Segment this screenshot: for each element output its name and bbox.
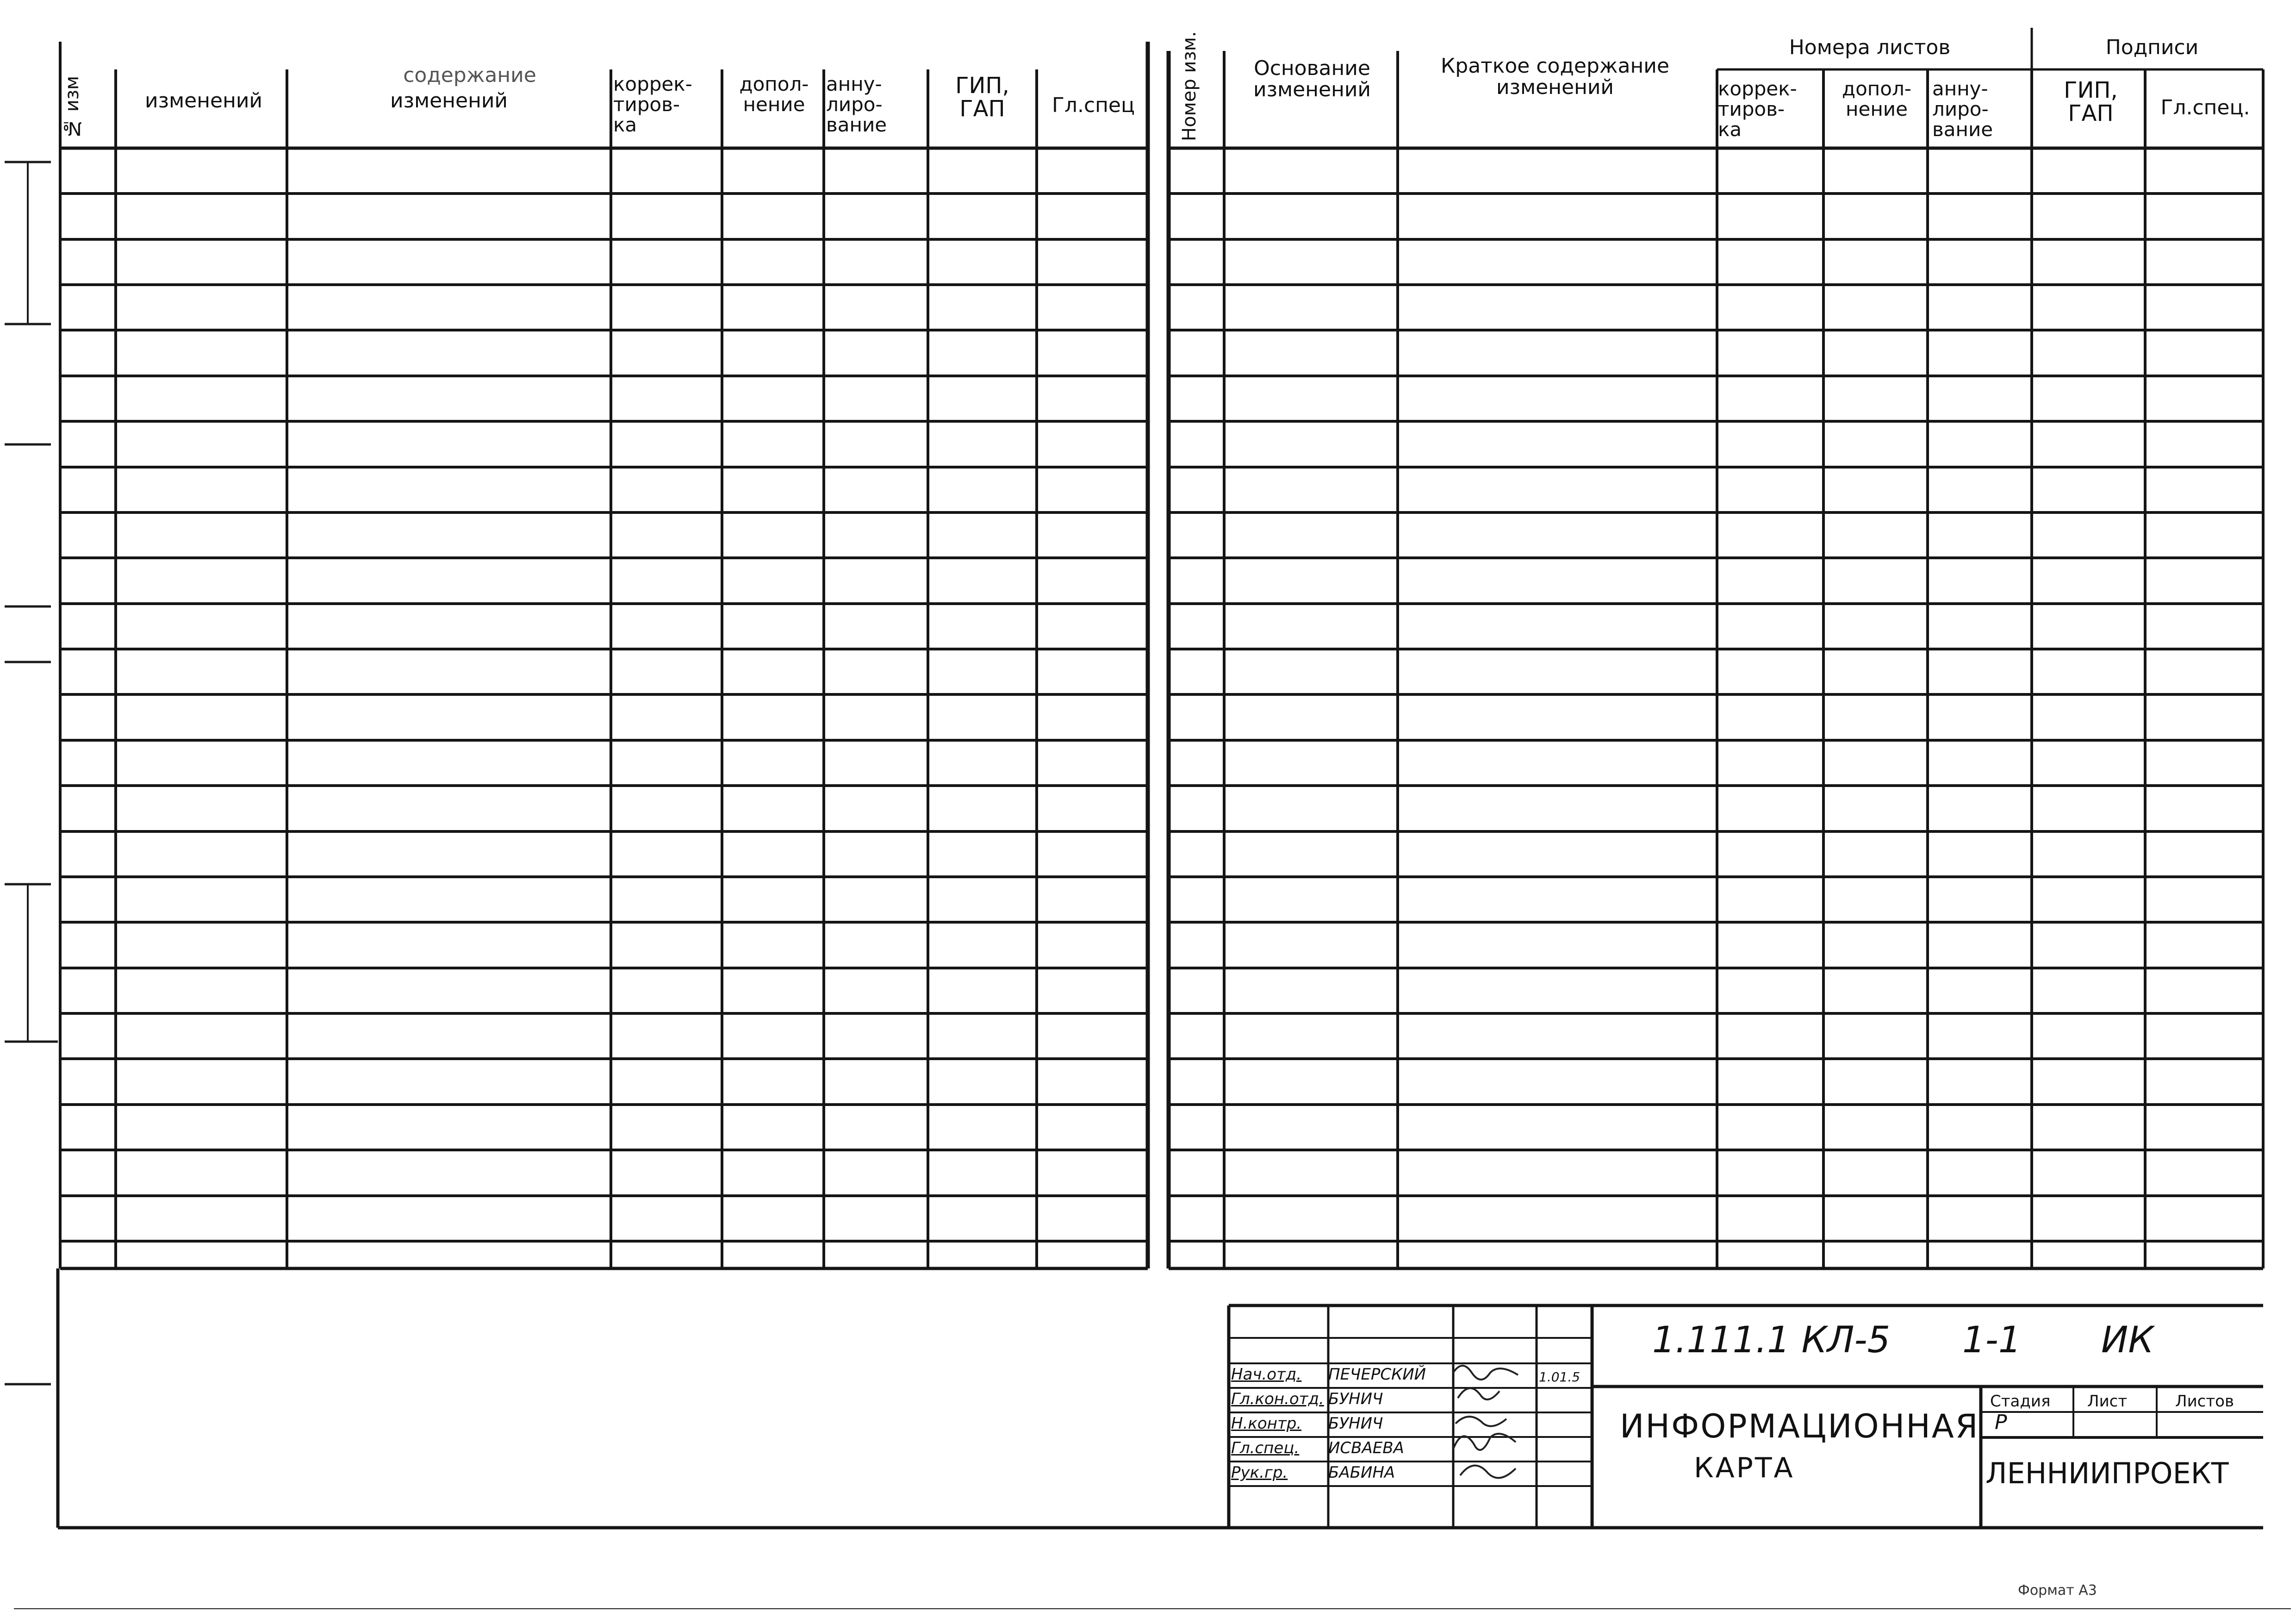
left-col-annulment-header: анну- лиро- вание [826,73,887,137]
right-col-chief-spec-header: Гл.спец. [2160,96,2250,119]
left-col-content-header-top: содержание [403,63,536,87]
signer-date: 1.01.5 [1539,1369,1580,1385]
sheets-label: Листов [2175,1392,2234,1411]
sheet-ref: 1-1 [1962,1319,2022,1361]
stage-value: Р [1995,1411,2007,1434]
right-sheet-numbers-header: Номера листов [1789,36,1951,59]
stage-label: Стадия [1990,1392,2051,1411]
right-col-addition-header: допол- нение [1842,77,1911,121]
left-col-correction-header: коррек- тиров- ка [613,73,692,137]
signature-scribble [1449,1354,1537,1493]
signer-role: Рук.гр. [1231,1463,1288,1482]
signer-role: Гл.спец. [1231,1439,1300,1457]
left-col-basis-header: изменений [144,89,263,112]
signer-name: ПЕЧЕРСКИЙ [1328,1365,1426,1384]
right-col-correction-header: коррек- тиров- ка [1718,77,1797,141]
title-line-1: ИНФОРМАЦИОННАЯ [1620,1407,1979,1445]
signer-role: Нач.отд. [1231,1365,1302,1384]
right-col-annulment-header: анну- лиро- вание [1932,77,1993,141]
title-line-2: КАРТА [1694,1452,1795,1484]
right-col-gip-header: ГИП, ГАП [2064,77,2118,127]
format-note: Формат А3 [2018,1582,2097,1599]
signer-name: БУНИЧ [1328,1414,1383,1433]
signer-name: БУНИЧ [1328,1390,1383,1408]
doc-type: ИК [2101,1319,2154,1361]
sheet-label: Лист [2087,1392,2128,1411]
document-code: 1.111.1 КЛ-5 [1652,1319,1891,1361]
organization-name: ЛЕННИИПРОЕКТ [1985,1456,2229,1490]
left-col-addition-header: допол- нение [739,73,809,116]
signer-role: Н.контр. [1231,1414,1302,1433]
left-col-content-header: изменений [390,89,508,112]
signer-role: Гл.кон.отд. [1231,1390,1324,1408]
left-col-num-change-header: № изм [62,75,83,139]
signer-name: ИСВАЕВА [1328,1439,1404,1457]
right-col-content-header: Краткое содержание изменений [1441,54,1669,100]
left-col-chief-spec-header: Гл.спец [1052,94,1135,117]
right-signatures-header: Подписи [2105,36,2199,59]
right-col-basis-header: Основание изменений [1253,56,1371,102]
signer-name: БАБИНА [1328,1463,1395,1482]
right-col-num-change-header: Номер изм. [1179,31,1200,141]
left-col-gip-header: ГИП, ГАП [955,73,1009,122]
